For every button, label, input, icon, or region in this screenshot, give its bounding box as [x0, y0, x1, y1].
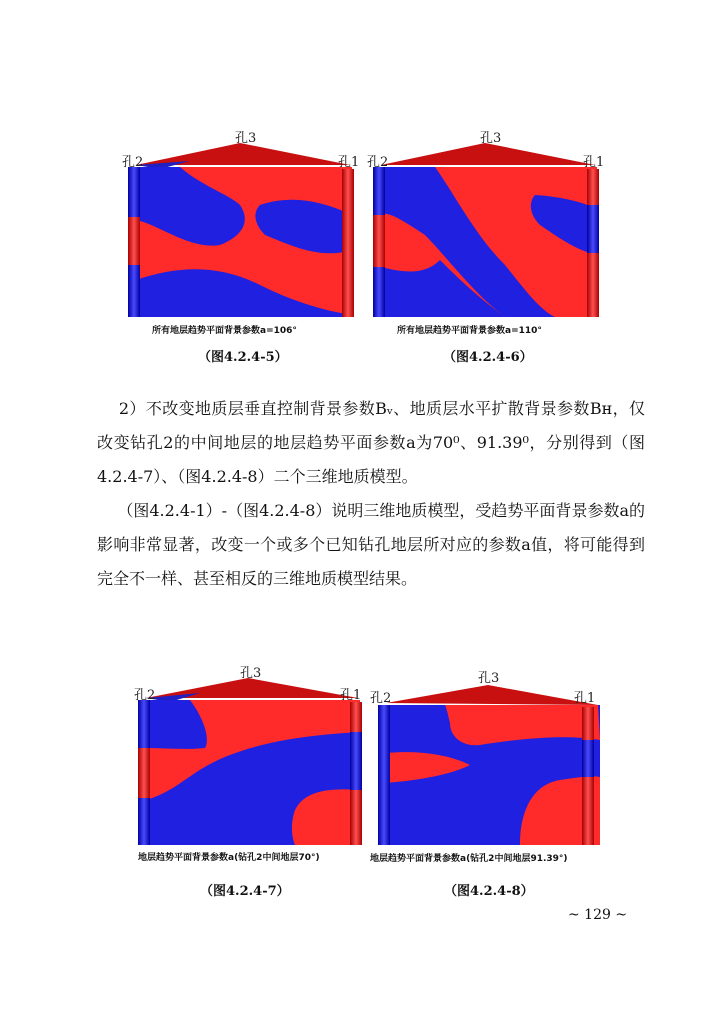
- figure-caption: （图4.2.4-6）: [443, 350, 533, 365]
- borehole-2-label: 孔2: [134, 688, 156, 703]
- borehole-1-label: 孔1: [340, 688, 362, 703]
- paragraph-1: 2）不改变地质层垂直控制背景参数Bᵥ、地质层水平扩散背景参数Bʜ，仅改变钻孔2的中间地层的地层趋势平面参数a为70⁰、91.39⁰，分别得到（图4.2.4-7）、（图4.2.4-8）二个三维地质模型。: [97, 399, 646, 486]
- figure-4-2-4-6: [365, 125, 605, 336]
- borehole-1-label: 孔1: [338, 155, 360, 170]
- figure-4-2-4-7: [130, 660, 370, 863]
- figure-caption: （图4.2.4-7）: [200, 884, 290, 899]
- figure-note: 地层趋势平面背景参数a(钻孔2中间地层91.39°): [370, 854, 568, 864]
- geology-model-image: [120, 125, 360, 325]
- borehole-3-label: 孔3: [478, 671, 500, 686]
- borehole-3-label: 孔3: [480, 131, 502, 146]
- borehole-3-label: 孔3: [235, 131, 257, 146]
- borehole-3-label: 孔3: [240, 666, 262, 681]
- figure-note: 所有地层趋势平面背景参数a=106°: [152, 326, 297, 336]
- figure-4-2-4-5: [120, 125, 360, 336]
- figure-note: 地层趋势平面背景参数a(钻孔2中间地层70°): [138, 853, 320, 863]
- figure-caption: （图4.2.4-5）: [198, 350, 288, 365]
- figure-4-2-4-8: [370, 665, 610, 864]
- borehole-2-label: 孔2: [367, 155, 389, 170]
- page-number: ~ 129 ~: [568, 907, 628, 923]
- borehole-2-label: 孔2: [122, 155, 144, 170]
- figure-caption: （图4.2.4-8）: [444, 884, 534, 899]
- borehole-1-label: 孔1: [583, 155, 605, 170]
- borehole-2-label: 孔2: [370, 691, 392, 706]
- paragraph-2: （图4.2.4-1）-（图4.2.4-8）说明三维地质模型，受趋势平面背景参数a的影响非常显著，改变一个或多个已知钻孔地层所对应的参数a值，将可能得到完全不一样、甚至相反的三维地质模型结果。: [97, 501, 645, 588]
- geology-model-image: [130, 660, 370, 855]
- figure-note: 所有地层趋势平面背景参数a=110°: [397, 326, 542, 336]
- geology-model-image: [365, 125, 605, 325]
- borehole-1-label: 孔1: [574, 691, 596, 706]
